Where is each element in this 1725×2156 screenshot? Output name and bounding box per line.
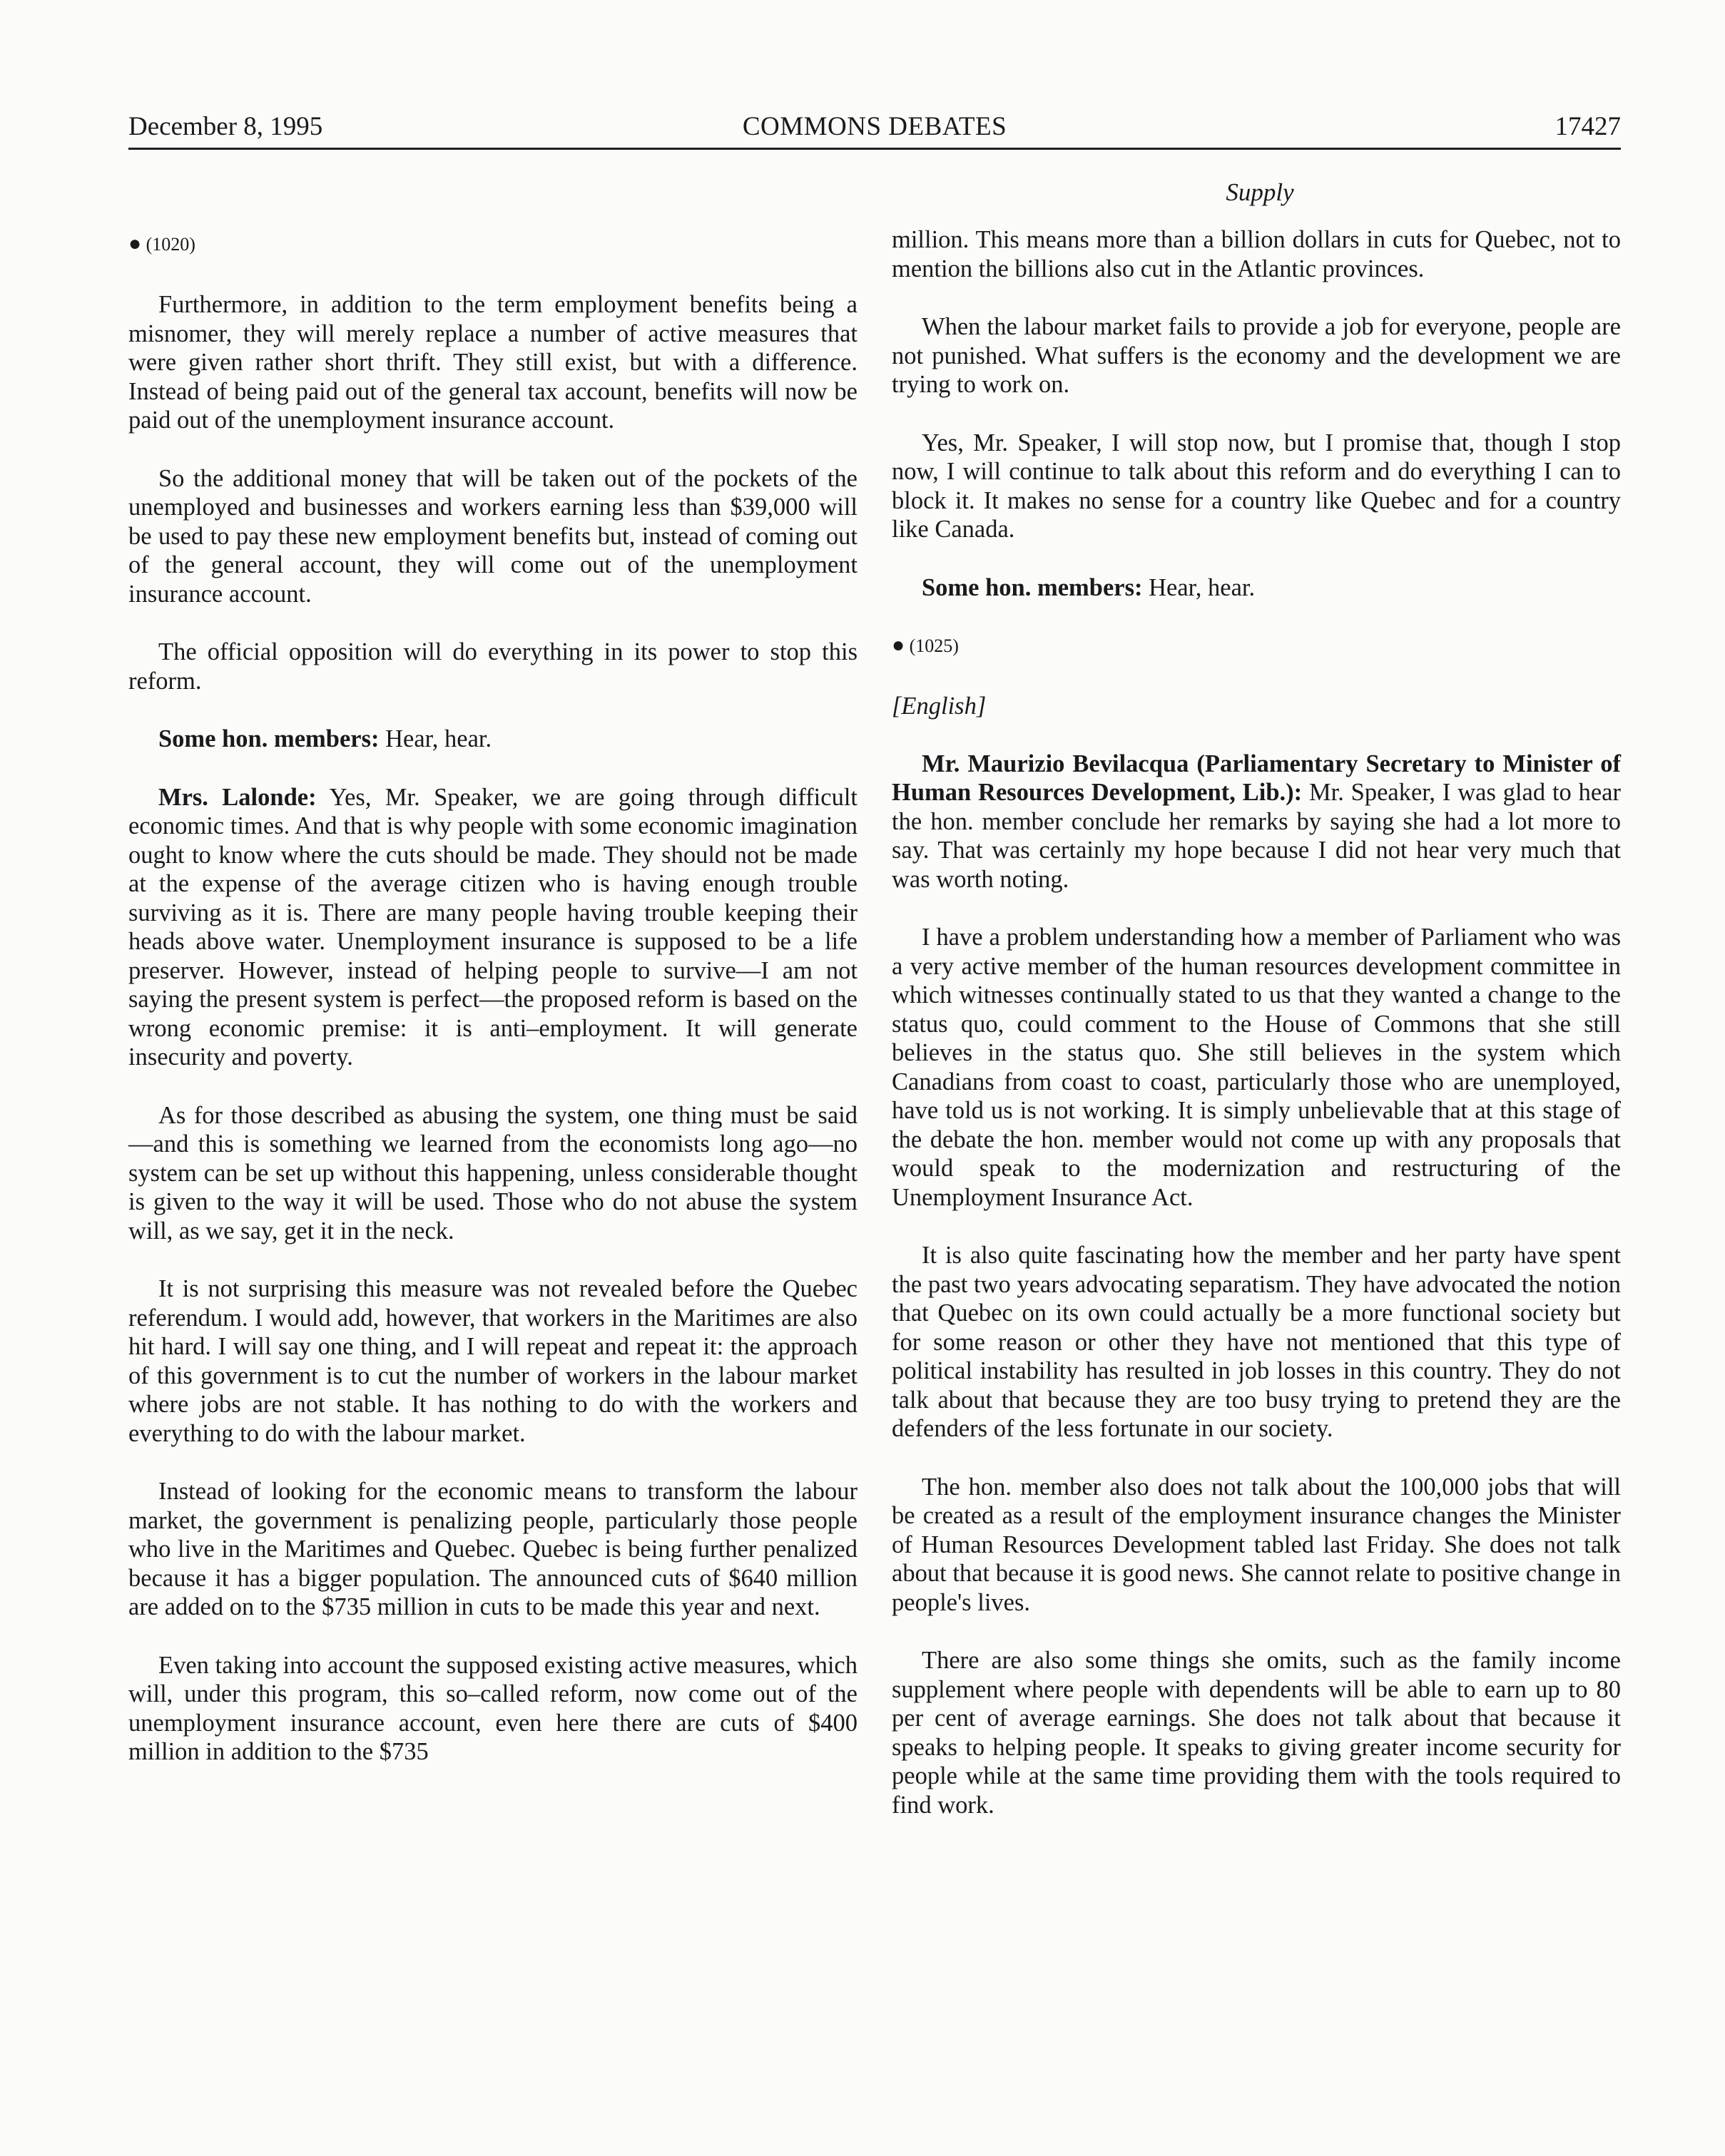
speaker-name: Some hon. members: <box>922 573 1143 601</box>
paragraph: I have a problem understanding how a member of Parliament who was a very active member of the human resources development committee in which witnesses continually stated to us that they wanted a change to the status quo, could comment to the House of Commons that she still believes in the status quo. She still believes in the system which Canadians from coast to coast, particularly those who are unemployed, have told us is not working. It is simply unbelievable that at this stage of the debate the hon. member would not come up with any proposals that would speak to the modernization and restructuring of the Unemployment Insurance Act. <box>892 924 1621 1211</box>
speech-paragraph <box>892 750 1621 894</box>
speaker-name: Some hon. members: <box>158 725 380 752</box>
paragraph: Instead of looking for the economic means to transform the labour market, the government is penalizing people, particularly those people who live in the Maritimes and Quebec. Quebec is being further penalized because it has a bigger population. The announced cuts of $640 million are added on to the $735 million in cuts to be made this year and next. <box>128 1478 858 1620</box>
header-rule <box>128 148 1621 150</box>
time-marker <box>128 230 858 259</box>
speech-text: Yes, Mr. Speaker, we are going through difficult economic times. And that is why people with some economic imagination ought to know where the cuts should be made. They should not be made at the expense of the average citizen who is having enough trouble surviving as it is. There are many people having trouble keeping their heads above water. Unemployment insurance is supposed to be a life preserver. However, instead of helping people to survive—I am not saying the present system is perfect—the proposed reform is based on the wrong economic premise: it is anti–employment. It will generate insecurity and poverty. <box>128 783 858 1071</box>
interjection <box>128 725 858 754</box>
header-title: COMMONS DEBATES <box>742 112 1007 141</box>
bullet-icon: ● <box>128 232 142 255</box>
paragraph: It is also quite fascinating how the member and her party have spent the past two years advocating separatism. They have advocated the notion that Quebec on its own could actually be a more functional society but for some reason or other they have not mentioned that this type of political instability has resulted in job losses in this country. They do not talk about that because they are too busy trying to pretend they are the defenders of the less fortunate in our society. <box>892 1242 1621 1442</box>
paragraph: There are also some things she omits, such as the family income supplement where people with dependents will be able to earn up to 80 per cent of average earnings. She does not talk about that because it speaks to helping people. It speaks to giving greater income security for people while at the same time providing them with the tools required to find work. <box>892 1647 1621 1819</box>
time-marker <box>892 631 1621 660</box>
paragraph: When the labour market fails to provide a job for everyone, people are not punished. What suffers is the economy and the development we are trying to work on. <box>892 313 1621 398</box>
paragraph: It is not surprising this measure was not revealed before the Quebec referendum. I would add, however, that workers in the Maritimes are also hit hard. I will say one thing, and I will repeat and repeat it: the approach of this government is to cut the number of workers in the labour market where jobs are not stable. It has nothing to do with the workers and everything to do with the labour market. <box>128 1275 858 1447</box>
paragraph: Yes, Mr. Speaker, I will stop now, but I promise that, though I stop now, I will continue to talk about this reform and do everything I can to block it. It makes no sense for a country like Quebec and for a country like Canada. <box>892 429 1621 543</box>
speech-text: Mr. Speaker, I was glad to hear the hon. member conclude her remarks by saying she had a lot more to say. That was certainly my hope because I did not hear very much that was worth noting. <box>892 779 1621 893</box>
interjection <box>892 573 1621 603</box>
interjection-text: Hear, hear. <box>1142 573 1256 601</box>
paragraph: So the additional money that will be taken out of the pockets of the unemployed and businesses and workers earning less than $39,000 will be used to pay these new employment benefits but, instead of coming out of the general account, they will come out of the unemployment insurance account. <box>128 464 858 608</box>
interjection-text: Hear, hear. <box>379 725 492 752</box>
header-date: December 8, 1995 <box>128 112 323 141</box>
section-label: Supply <box>1226 178 1294 206</box>
speaker-name: Mrs. Lalonde: <box>158 783 317 811</box>
paragraph: The hon. member also does not talk about the 100,000 jobs that will be created as a result of the employment insurance changes the Minister of Human Resources Development tabled last Friday. She does not talk about that because it is good news. She cannot relate to positive change in people's lives. <box>892 1473 1621 1616</box>
header-page-number: 17427 <box>1554 112 1621 141</box>
page-header <box>128 106 1621 148</box>
paragraph: The official opposition will do everything in its power to stop this reform. <box>128 638 858 695</box>
time-marker-text: (1020) <box>146 234 195 255</box>
speaker-name: Mr. Maurizio Bevilacqua (Parliamentary Secretary to Minister of Human Resources Development, Lib.): <box>892 750 1621 806</box>
left-column <box>128 178 858 1796</box>
language-tag: [English] <box>892 693 987 720</box>
bullet-icon: ● <box>892 633 905 657</box>
paragraph: million. This means more than a billion dollars in cuts for Quebec, not to mention the billions also cut in the Atlantic provinces. <box>892 226 1621 282</box>
time-marker-text: (1025) <box>909 635 959 656</box>
paragraph: Even taking into account the supposed existing active measures, which will, under this program, this so–called reform, now come out of the unemployment insurance account, even here there are cuts of $400 million in addition to the $735 <box>128 1651 858 1765</box>
speech-paragraph <box>128 783 858 1072</box>
right-column <box>892 178 1621 1849</box>
paragraph: As for those described as abusing the system, one thing must be said—and this is something we learned from the economists long ago—no system can be set up without this happening, unless considerable thought is given to the way it will be used. Those who do not abuse the system will, as we say, get it in the neck. <box>128 1101 858 1245</box>
paragraph: Furthermore, in addition to the term employment benefits being a misnomer, they will merely replace a number of active measures that were given rather short thrift. They still exist, but with a difference. Instead of being paid out of the general tax account, benefits will now be paid out of the unemployment insurance account. <box>128 291 858 434</box>
